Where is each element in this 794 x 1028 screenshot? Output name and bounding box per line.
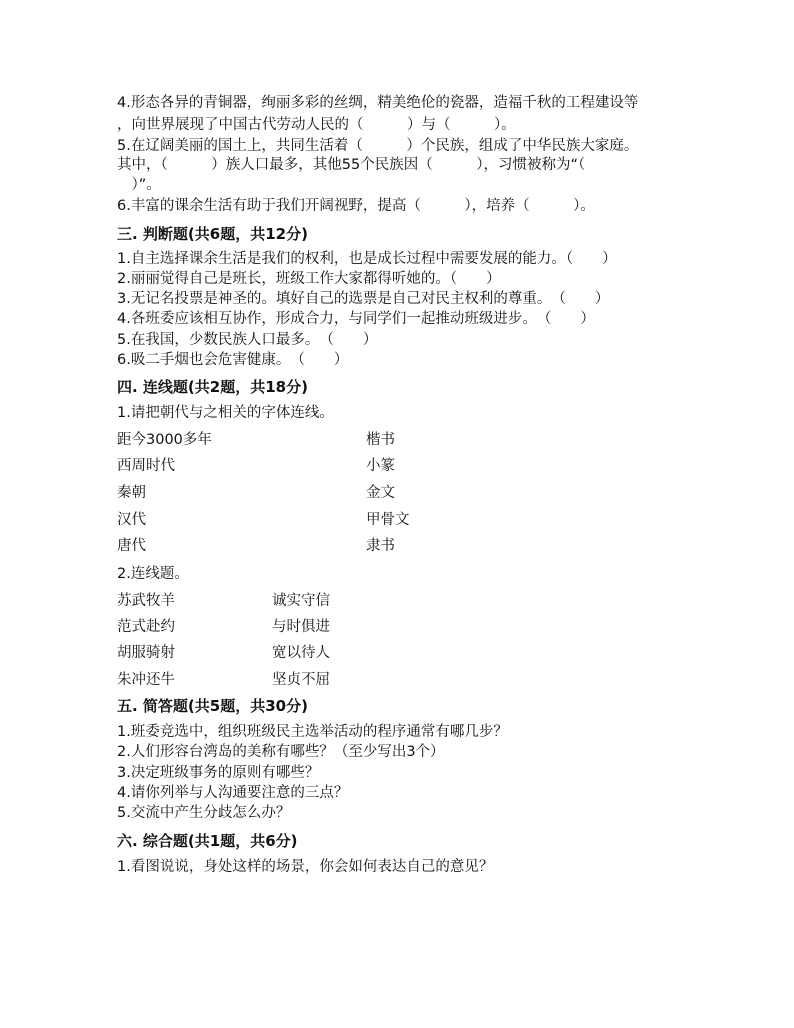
fill-blank-q4-line1: 4.形态各异的青铜器，绚丽多彩的丝绸，精美绝伦的瓷器，造福千秋的工程建设等 [117, 95, 639, 111]
match-q1-left-item: 唐代 [117, 538, 146, 554]
match-q1-left-item: 西周时代 [117, 458, 175, 474]
judge-item: 4.各班委应该相互协作，形成合力，与同学们一起推动班级进步。 （ ） [117, 311, 595, 327]
match-q2-left-item: 苏武牧羊 [117, 593, 175, 609]
match-q1-right-item: 隶书 [366, 538, 395, 554]
comprehensive-item: 1.看图说说，身处这样的场景，你会如何表达自己的意见？ [117, 859, 494, 875]
match-q2-right-item: 与时俱进 [272, 619, 330, 635]
match-q2-right-item: 坚贞不屈 [272, 672, 330, 688]
fill-blank-q4-line2: ，向世界展现了中国古代劳动人民的（ ）与（ ）。 [117, 117, 516, 133]
match-q2-right-item: 诚实守信 [272, 593, 330, 609]
match-q2-left-item: 胡服骑射 [117, 645, 175, 661]
match-q1-left-item: 距今3000多年 [117, 432, 212, 448]
section-comprehensive-heading: 六. 综合题(共1题，共6分) [117, 832, 298, 850]
match-q1-left-item: 汉代 [117, 512, 146, 528]
judge-item: 6.吸二手烟也会危害健康。 （ ） [117, 352, 349, 368]
fill-blank-q5-line2: 其中，（ ）族人口最多，其他55个民族因（ ），习惯被称为“（ [117, 157, 586, 173]
judge-item: 3.无记名投票是神圣的。填好自己的选票是自己对民主权利的尊重。 （ ） [117, 291, 610, 307]
short-item: 1.班委竞选中，组织班级民主选举活动的程序通常有哪几步？ [117, 724, 508, 740]
match-q2-left-item: 范式赴约 [117, 619, 175, 635]
judge-item: 1.自主选择课余生活是我们的权利，也是成长过程中需要发展的能力。（ ） [117, 251, 617, 267]
fill-blank-q6: 6.丰富的课余生活有助于我们开阔视野，提高（ ），培养（ ）。 [117, 198, 595, 214]
short-item: 3.决定班级事务的原则有哪些？ [117, 765, 320, 781]
section-match-heading: 四. 连线题(共2题，共18分) [117, 378, 308, 396]
judge-item: 2.丽丽觉得自己是班长，班级工作大家都得听她的。（ ） [117, 271, 501, 287]
match-q1-right-item: 金文 [366, 485, 395, 501]
section-judge-heading: 三. 判断题(共6题，共12分) [117, 225, 308, 243]
match-q2-prompt: 2.连线题。 [117, 566, 189, 582]
match-q2-left-item: 朱冲还牛 [117, 672, 175, 688]
section-short-heading: 五. 简答题(共5题，共30分) [117, 697, 308, 715]
match-q1-left-item: 秦朝 [117, 485, 146, 501]
match-q1-right-item: 楷书 [366, 432, 395, 448]
judge-item: 5.在我国，少数民族人口最多。 （ ） [117, 332, 378, 348]
fill-blank-q5-line1: 5.在辽阔美丽的国土上，共同生活着（ ）个民族，组成了中华民族大家庭。 [117, 138, 639, 154]
fill-blank-q5-line3: ）”。 [117, 177, 161, 193]
match-q1-prompt: 1.请把朝代与之相关的字体连线。 [117, 405, 334, 421]
match-q1-right-item: 甲骨文 [366, 512, 410, 528]
match-q1-right-item: 小篆 [366, 458, 395, 474]
short-item: 2.人们形容台湾岛的美称有哪些？（至少写出3个） [117, 744, 445, 760]
match-q2-right-item: 宽以待人 [272, 645, 330, 661]
short-item: 5.交流中产生分歧怎么办？ [117, 805, 291, 821]
short-item: 4.请你列举与人沟通要注意的三点？ [117, 785, 349, 801]
